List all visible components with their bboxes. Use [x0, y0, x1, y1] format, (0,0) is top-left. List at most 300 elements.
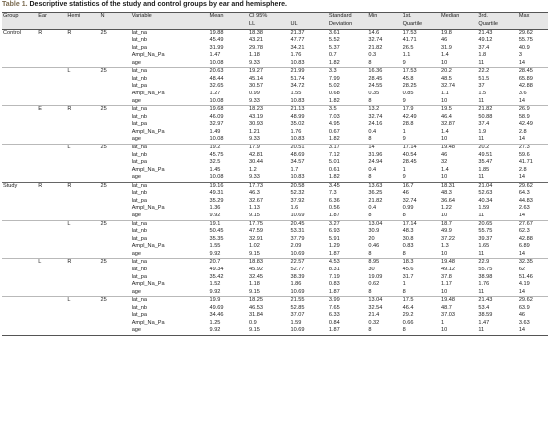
group-cell — [2, 121, 37, 128]
ear-cell — [37, 190, 66, 197]
table-body — [2, 30, 548, 336]
group-cell — [2, 228, 37, 235]
table-row — [2, 182, 548, 190]
ul-cell: 1.76 — [290, 128, 302, 135]
table-row — [2, 144, 548, 152]
ll-cell: 1.2 — [248, 166, 257, 173]
n-cell — [100, 312, 131, 319]
max-cell: 55.75 — [518, 37, 533, 44]
q3-cell: 40.34 — [478, 197, 493, 204]
sd-cell: 7.19 — [328, 274, 340, 280]
mean-cell: 10.08 — [209, 97, 224, 104]
mean-cell: 1.27 — [209, 90, 221, 97]
mean-cell: 49.69 — [209, 304, 224, 311]
max-cell: 29.62 — [518, 182, 548, 190]
median-cell: 18.7 — [440, 220, 477, 228]
median-cell: 10 — [440, 59, 448, 66]
header-mean: Mean — [209, 13, 248, 22]
table-row — [2, 114, 548, 121]
hemi-cell — [66, 274, 99, 281]
header-q1-bottom: Quartile — [402, 21, 440, 30]
mean-cell: 32.97 — [209, 121, 224, 128]
median-cell: 10 — [440, 97, 448, 104]
q1-cell: 0.83 — [402, 243, 414, 250]
ll-cell: 18.25 — [248, 297, 290, 305]
median-cell: 1.4 — [440, 52, 449, 59]
variable-cell: Ampl_Na_Pa — [131, 243, 165, 250]
hemi-cell: L — [66, 144, 99, 152]
variable-cell: lat_na — [131, 297, 209, 305]
table-row — [2, 327, 548, 335]
n-cell — [100, 274, 131, 281]
mean-cell: 19.1 — [209, 220, 248, 228]
ll-cell: 9.33 — [248, 97, 260, 104]
median-cell: 46.4 — [440, 113, 452, 120]
ul-cell: 52.32 — [290, 190, 305, 197]
ul-cell: 37.07 — [290, 312, 305, 319]
mean-cell: 19.2 — [209, 144, 248, 152]
q3-cell: 20.65 — [477, 220, 517, 228]
table-row — [2, 236, 548, 243]
mean-cell: 19.68 — [209, 106, 248, 114]
ll-cell: 43.19 — [248, 113, 263, 120]
q3-cell: 1.9 — [478, 128, 487, 135]
variable-cell: age — [131, 288, 142, 295]
variable-cell: lat_nb — [131, 190, 147, 197]
variable-cell: age — [131, 250, 142, 257]
median-cell: 1.1 — [440, 90, 449, 97]
ul-cell: 20.51 — [289, 144, 327, 152]
hemi-cell — [66, 320, 99, 327]
mean-cell: 1.52 — [209, 281, 221, 288]
table-row — [2, 198, 548, 205]
table-header — [2, 13, 548, 30]
min-cell: 8 — [368, 288, 372, 295]
ll-cell: 17.9 — [248, 144, 290, 152]
header-median: Median — [440, 13, 477, 22]
q3-cell: 39.37 — [478, 235, 493, 242]
group-cell — [2, 152, 37, 159]
sd-cell: 3.45 — [328, 182, 367, 190]
mean-cell: 1.47 — [209, 52, 221, 59]
median-cell: 37.22 — [440, 235, 455, 242]
sd-cell: 6.36 — [328, 197, 340, 204]
max-cell: 42.88 — [518, 83, 533, 89]
median-cell: 46 — [440, 152, 448, 158]
min-cell: 16.36 — [367, 68, 401, 76]
table-row — [2, 159, 548, 166]
q3-cell: 11 — [478, 59, 485, 66]
min-cell: 21.4 — [368, 312, 380, 319]
hemi-cell — [66, 52, 99, 59]
q1-cell: 42.49 — [402, 113, 417, 120]
max-cell: 2.8 — [518, 166, 527, 173]
mean-cell: 49.34 — [209, 266, 224, 273]
ll-cell: 46.53 — [248, 304, 263, 311]
min-cell: 31.96 — [368, 152, 383, 158]
hemi-cell — [66, 267, 99, 274]
mean-cell: 20.7 — [209, 259, 248, 267]
max-cell: 65.89 — [518, 75, 533, 82]
n-cell — [100, 236, 131, 243]
variable-cell: lat_na — [131, 68, 209, 76]
group-cell — [2, 37, 37, 44]
sd-cell: 7.03 — [328, 113, 340, 120]
n-cell — [100, 281, 131, 288]
ll-cell: 9.15 — [248, 250, 260, 257]
min-cell: 13.04 — [367, 220, 401, 228]
median-cell: 49.12 — [440, 266, 455, 273]
ul-cell: 1.6 — [290, 205, 299, 211]
q3-cell: 37 — [478, 83, 485, 89]
n-cell: 25 — [100, 144, 131, 152]
max-cell: 26.9 — [518, 106, 548, 114]
max-cell: 14 — [518, 250, 526, 257]
variable-cell: lat_pa — [131, 159, 147, 166]
sd-cell: 0.83 — [328, 281, 340, 288]
sd-cell: 7.65 — [328, 304, 340, 311]
ear-cell — [37, 312, 66, 319]
max-cell: 14 — [518, 327, 548, 335]
min-cell: 0.46 — [368, 243, 380, 250]
max-cell: 40.9 — [518, 44, 530, 51]
median-cell: 18.31 — [440, 182, 477, 190]
ul-cell: 1.7 — [290, 166, 299, 173]
group-cell — [2, 259, 37, 267]
n-cell — [100, 174, 131, 182]
q3-cell: 1.5 — [478, 90, 487, 97]
hemi-cell — [66, 205, 99, 212]
median-cell: 32.74 — [440, 83, 455, 89]
ll-cell: 9.33 — [248, 174, 260, 181]
variable-cell: age — [131, 212, 142, 219]
group-cell — [2, 174, 37, 182]
max-cell: 42.88 — [518, 235, 533, 242]
q3-cell: 52.63 — [478, 190, 493, 197]
hemi-cell — [66, 76, 99, 83]
group-cell — [2, 60, 37, 68]
mean-cell: 31.99 — [209, 44, 224, 51]
q3-cell: 20.2 — [477, 144, 517, 152]
ll-cell: 9.15 — [248, 212, 260, 219]
ul-cell: 10.69 — [290, 212, 305, 219]
group-cell — [2, 76, 37, 83]
hemi-cell — [66, 98, 99, 106]
min-cell: 0.32 — [368, 319, 380, 326]
q3-cell: 1.65 — [478, 243, 490, 250]
table-row — [2, 320, 548, 327]
q1-cell: 48.3 — [402, 228, 414, 235]
hemi-cell — [66, 198, 99, 205]
max-cell: 62.3 — [518, 228, 530, 235]
variable-cell: lat_nb — [131, 304, 147, 311]
min-cell: 21.82 — [368, 44, 383, 51]
ll-cell: 9.15 — [248, 288, 260, 295]
table-row — [2, 68, 548, 76]
median-cell: 48.7 — [440, 304, 452, 311]
q1-cell: 17.9 — [402, 106, 440, 114]
table-row — [2, 98, 548, 106]
sd-cell: 3.99 — [328, 297, 367, 305]
n-cell — [100, 228, 131, 235]
q1-cell: 29.2 — [402, 312, 414, 319]
q3-cell: 37.4 — [478, 121, 490, 128]
hemi-cell — [66, 305, 99, 312]
ll-cell: 1.21 — [248, 128, 260, 135]
table-row — [2, 30, 548, 38]
max-cell: 14 — [518, 174, 526, 181]
q1-cell: 45.8 — [402, 75, 414, 82]
min-cell: 24.55 — [368, 83, 383, 89]
max-cell: 29.62 — [518, 29, 533, 36]
ul-cell: 20.58 — [289, 182, 327, 190]
variable-cell: lat_pa — [131, 121, 147, 128]
max-cell: 44.83 — [518, 197, 533, 204]
q3-cell: 37.4 — [478, 44, 490, 51]
q3-cell: 49.51 — [478, 152, 493, 158]
median-cell: 19.8 — [440, 29, 452, 36]
q3-cell: 11 — [478, 288, 485, 295]
sd-cell: 1.87 — [328, 250, 340, 257]
sd-cell: 5.01 — [328, 159, 340, 166]
n-cell — [100, 52, 131, 59]
q1-cell: 1 — [402, 281, 406, 288]
mean-cell: 1.55 — [209, 243, 221, 250]
ll-cell: 0.99 — [248, 90, 260, 97]
ear-cell — [37, 144, 66, 152]
ll-cell: 1.13 — [248, 205, 260, 211]
ul-cell: 1.59 — [290, 319, 302, 326]
median-cell: 31.9 — [440, 44, 452, 51]
median-cell: 10 — [440, 250, 448, 257]
ll-cell: 32.45 — [248, 274, 263, 280]
ul-cell: 10.69 — [290, 250, 305, 257]
ear-cell — [37, 98, 66, 106]
ul-cell: 48.69 — [290, 152, 305, 158]
group-cell — [2, 327, 37, 335]
q3-cell: 22.9 — [477, 259, 517, 267]
ear-cell — [37, 220, 66, 228]
table-caption-label: Table 1. — [2, 1, 28, 8]
variable-cell: lat_na — [131, 106, 209, 114]
sd-cell: 5.37 — [328, 44, 340, 51]
mean-cell: 35.35 — [209, 235, 224, 242]
max-cell: 3.6 — [518, 90, 527, 97]
ll-cell: 17.73 — [248, 182, 290, 190]
variable-cell: lat_pa — [131, 235, 147, 242]
group-cell — [2, 274, 37, 281]
hemi-cell — [66, 121, 99, 128]
max-cell: 2.8 — [518, 128, 527, 135]
table-row — [2, 121, 548, 128]
q1-cell: 28.25 — [402, 83, 417, 89]
ll-cell: 18.23 — [248, 106, 290, 114]
ul-cell: 22.57 — [289, 259, 327, 267]
sd-cell: 5.52 — [328, 37, 340, 44]
variable-cell: Ampl_Na_Pa — [131, 205, 165, 211]
q1-cell: 31.7 — [402, 274, 414, 280]
ear-cell: R — [37, 182, 66, 190]
sd-cell: 3.5 — [328, 106, 367, 114]
header-ll: LL — [248, 21, 290, 30]
mean-cell: 10.08 — [209, 174, 224, 181]
mean-cell: 19.16 — [209, 182, 248, 190]
q1-cell: 30.8 — [402, 235, 414, 242]
mean-cell: 48.44 — [209, 75, 224, 82]
q3-cell: 11 — [478, 97, 485, 104]
ul-cell: 51.74 — [290, 75, 305, 82]
min-cell: 13.04 — [367, 297, 401, 305]
q3-cell: 50.88 — [478, 113, 493, 120]
variable-cell: lat_pa — [131, 44, 147, 51]
hemi-cell — [66, 129, 99, 136]
ear-cell — [37, 52, 66, 59]
ll-cell: 32.67 — [248, 197, 263, 204]
ll-cell: 0.9 — [248, 319, 257, 326]
q3-cell: 38.98 — [478, 274, 493, 280]
sd-cell: 4.95 — [328, 121, 340, 128]
n-cell — [100, 98, 131, 106]
median-cell: 19.5 — [440, 106, 477, 114]
n-cell — [100, 91, 131, 98]
q3-cell: 1.85 — [478, 166, 490, 173]
mean-cell: 1.49 — [209, 128, 221, 135]
header-q3-bottom: Quartile — [477, 21, 517, 30]
n-cell — [100, 45, 131, 52]
hemi-cell — [66, 60, 99, 68]
group-cell — [2, 267, 37, 274]
group-cell — [2, 297, 37, 305]
q3-cell: 22.2 — [477, 68, 517, 76]
q1-cell: 28.8 — [402, 121, 414, 128]
sd-cell: 0.68 — [328, 90, 340, 97]
mean-cell: 1.45 — [209, 166, 221, 173]
median-cell: 32 — [440, 159, 448, 166]
ul-cell: 37.92 — [290, 197, 305, 204]
median-cell: 19.48 — [440, 297, 477, 305]
mean-cell: 34.46 — [209, 312, 224, 319]
q1-cell: 28.45 — [402, 159, 417, 166]
mean-cell: 9.92 — [209, 327, 248, 335]
q1-cell: 9 — [402, 59, 406, 66]
header-n: N — [100, 13, 131, 22]
n-cell: 25 — [100, 259, 131, 267]
n-cell: 25 — [100, 182, 131, 190]
variable-cell: Ampl_Na_Pa — [131, 319, 165, 326]
max-cell: 59.6 — [518, 152, 530, 158]
ear-cell: L — [37, 259, 66, 267]
n-cell — [100, 167, 131, 174]
ear-cell — [37, 121, 66, 128]
min-cell: 24.94 — [368, 159, 383, 166]
q1-cell: 17.53 — [402, 29, 417, 36]
ul-cell: 10.83 — [290, 174, 305, 181]
min-cell: 32.74 — [368, 37, 383, 44]
median-cell: 46 — [440, 37, 448, 44]
hemi-cell — [66, 236, 99, 243]
q3-cell: 21.43 — [477, 297, 517, 305]
n-cell — [100, 60, 131, 68]
median-cell: 10 — [440, 327, 477, 335]
q1-cell: 9 — [402, 174, 406, 181]
ul-cell: 21.13 — [289, 106, 327, 114]
q1-cell: 0.66 — [402, 319, 414, 326]
q3-cell: 35.47 — [478, 159, 493, 166]
table-row — [2, 251, 548, 259]
q3-cell: 1.76 — [478, 281, 490, 288]
group-cell — [2, 320, 37, 327]
n-cell: 25 — [100, 106, 131, 114]
min-cell: 30 — [368, 266, 375, 273]
ear-cell — [37, 267, 66, 274]
ear-cell — [37, 114, 66, 121]
sd-cell: 0.7 — [328, 52, 337, 59]
q1-cell: 41.71 — [402, 37, 417, 44]
ll-cell: 1.18 — [248, 52, 260, 59]
hemi-cell: R — [67, 29, 72, 36]
q3-cell: 55.75 — [478, 266, 493, 273]
max-cell: 62 — [518, 266, 526, 273]
max-cell: 27.3 — [518, 144, 548, 152]
group-cell — [2, 236, 37, 243]
median-cell: 1 — [440, 319, 445, 326]
group-cell — [2, 68, 37, 76]
ul-cell: 37.79 — [290, 235, 305, 242]
q3-cell: 51.5 — [478, 75, 490, 82]
hemi-cell — [66, 289, 99, 297]
min-cell: 8 — [368, 59, 372, 66]
q1-cell: 40.54 — [402, 152, 417, 158]
group-cell — [2, 91, 37, 98]
group-cell — [2, 129, 37, 136]
variable-cell: Ampl_Na_Pa — [131, 52, 165, 59]
group-cell: Study — [2, 182, 37, 190]
ear-cell: R — [38, 29, 43, 36]
min-cell: 24.16 — [368, 121, 383, 128]
group-cell — [2, 83, 37, 90]
mean-cell: 10.08 — [209, 136, 224, 143]
table-row — [2, 228, 548, 235]
mean-cell: 49.31 — [209, 190, 224, 197]
q3-cell: 21.04 — [477, 182, 517, 190]
max-cell: 2.63 — [518, 205, 530, 211]
ll-cell: 30.57 — [248, 83, 263, 89]
ear-cell — [37, 281, 66, 288]
n-cell: 25 — [100, 220, 131, 228]
sd-cell: 1.87 — [328, 212, 340, 219]
n-cell — [100, 205, 131, 212]
mean-cell: 10.08 — [209, 59, 224, 66]
table-row — [2, 52, 548, 59]
q1-cell: 45.6 — [402, 266, 414, 273]
hemi-cell — [66, 45, 99, 52]
group-cell — [2, 159, 37, 166]
n-cell — [100, 289, 131, 297]
q3-cell: 38.59 — [478, 312, 493, 319]
hemi-cell — [66, 327, 99, 335]
ul-cell: 53.31 — [290, 228, 305, 235]
min-cell: 36.25 — [368, 190, 383, 197]
q1-cell: 17.14 — [402, 220, 440, 228]
sd-cell: 7.3 — [328, 190, 337, 197]
table-row — [2, 274, 548, 281]
min-cell: 14.6 — [368, 29, 380, 36]
max-cell: 58.9 — [518, 113, 530, 120]
median-cell: 32.87 — [440, 121, 455, 128]
hemi-cell — [66, 190, 99, 197]
max-cell: 4.19 — [518, 281, 530, 288]
table-row — [2, 281, 548, 288]
